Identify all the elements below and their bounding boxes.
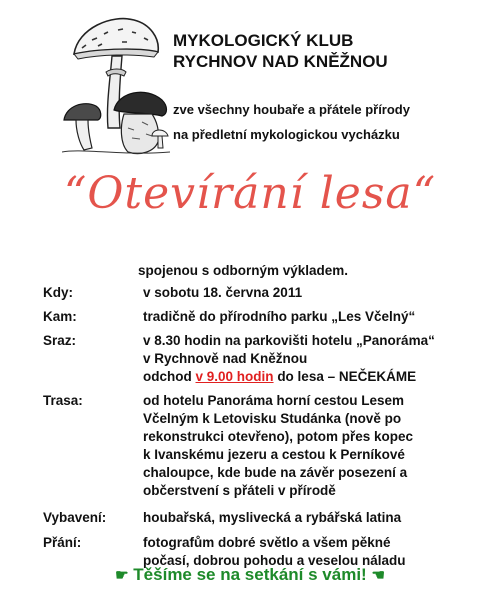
detail-row-equipment	[43, 509, 483, 527]
detail-value	[143, 392, 483, 500]
route-line: od hotelu Panoráma horní cestou Lesem	[143, 393, 405, 408]
club-name-line1: MYKOLOGICKÝ KLUB	[173, 31, 354, 50]
meeting-line3	[143, 368, 483, 386]
club-name-line2: RYCHNOV NAD KNĚŽNOU	[173, 52, 388, 71]
event-subtitle: spojenou s odborným výkladem.	[138, 263, 349, 278]
detail-label: Kam:	[43, 309, 77, 324]
detail-label: Kdy:	[43, 285, 73, 300]
meeting-line1: v 8.30 hodin na parkovišti hotelu „Panoráma“	[143, 333, 435, 348]
detail-row-route	[43, 392, 483, 500]
detail-row-meeting	[43, 332, 483, 386]
detail-label: Trasa:	[43, 393, 83, 408]
event-title: “Otevírání lesa“	[63, 168, 437, 219]
detail-label: Vybavení:	[43, 510, 107, 525]
event-details	[43, 284, 483, 570]
route-line: občerstvení s přáteli v přírodě	[143, 483, 336, 498]
detail-value: tradičně do přírodního parku „Les Včelný“	[143, 309, 416, 324]
route-line: k Ivanskému jezeru a cestou k Perníkové	[143, 447, 405, 462]
detail-value: houbařská, myslivecká a rybářská latina	[143, 510, 402, 525]
route-line: Včelným k Letovisku Studánka (nově po	[143, 411, 402, 426]
invitation-text	[173, 97, 410, 147]
pointing-hand-left-icon: ☚	[371, 567, 385, 584]
club-name	[173, 30, 388, 72]
departure-time: v 9.00 hodin	[195, 369, 274, 384]
wish-line1: fotografům dobré světlo a všem pěkné	[143, 535, 391, 550]
detail-label: Sraz:	[43, 333, 77, 348]
closing-text: Těšíme se na setkání s vámi!	[133, 565, 367, 584]
closing-message	[0, 565, 500, 585]
wish-line2: počasí, dobrou pohodu a veselou náladu	[143, 553, 406, 568]
pointing-hand-right-icon: ☛	[115, 567, 129, 584]
departure-suffix: do lesa – NEČEKÁME	[277, 369, 417, 384]
detail-row-where	[43, 308, 483, 326]
detail-value: v sobotu 18. června 2011	[143, 285, 303, 300]
meeting-line2: v Rychnově nad Kněžnou	[143, 351, 308, 366]
invitation-line1: zve všechny houbaře a přátele přírody	[173, 102, 410, 117]
departure-prefix: odchod	[143, 369, 192, 384]
invitation-line2: na předletní mykologickou vycházku	[173, 127, 400, 142]
route-line: rekonstrukci otevřeno), potom přes kopec	[143, 429, 414, 444]
detail-value	[143, 332, 483, 386]
detail-label: Přání:	[43, 535, 82, 550]
route-line: chaloupce, kde bude na závěr posezení a	[143, 465, 408, 480]
detail-row-when	[43, 284, 483, 302]
mushroom-illustration-icon	[62, 10, 170, 158]
